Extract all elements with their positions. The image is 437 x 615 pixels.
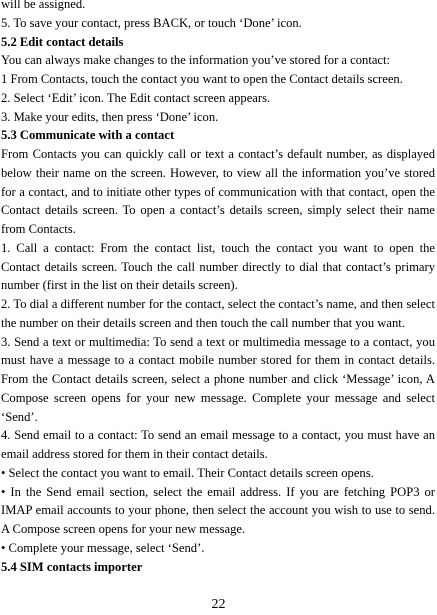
paragraph: 4. Send email to a contact: To send an email message to a contact, you must have an email address stored for them in their contact details. bbox=[1, 428, 435, 461]
paragraph: 1. Call a contact: From the contact list, touch the contact you want to open the Contact details screen. Touch the call number directly to dial that contact’s primary number (first in the list on their details screen). bbox=[1, 240, 435, 293]
text-line: 5. To save your contact, press BACK, or touch ‘Done’ icon. bbox=[1, 15, 302, 30]
section-heading-5-2: 5.2 Edit contact details bbox=[1, 34, 124, 49]
document-body bbox=[1, 0, 435, 576]
text-line: 2. Select ‘Edit’ icon. The Edit contact screen appears. bbox=[1, 90, 271, 105]
bullet-item: • Complete your message, select ‘Send’. bbox=[1, 540, 205, 555]
text-line: 1 From Contacts, touch the contact you want to open the Contact details screen. bbox=[1, 72, 403, 86]
paragraph: 2. To dial a different number for the contact, select the contact’s name, and then select the number on their details screen and then touch the call number that you want. bbox=[1, 297, 435, 330]
bullet-item: • In the Send email section, select the email address. If you are fetching POP3 or IMAP email accounts to your phone, then select the account you wish to use to send. A Compose screen opens for your new message. bbox=[1, 484, 435, 536]
page-number: 22 bbox=[211, 597, 226, 612]
section-heading-5-3: 5.3 Communicate with a contact bbox=[1, 128, 175, 143]
section-heading-5-4: 5.4 SIM contacts importer bbox=[1, 559, 143, 574]
text-line: You can always make changes to the information you’ve stored for a contact: bbox=[1, 53, 391, 68]
text-line: 3. Make your edits, then press ‘Done’ icon. bbox=[1, 109, 219, 124]
text-line: will be assigned. bbox=[1, 0, 86, 11]
bullet-item: • Select the contact you want to email. Their Contact details screen opens. bbox=[1, 465, 374, 480]
paragraph: 3. Send a text or multimedia: To send a text or multimedia message to a contact, you must have a message to a contact mobile number stored for them in contact details. From the Contact details screen, select a phone number and click ‘Message’ icon, A Compose screen opens for your new message. Complete your message and select ‘Send’. bbox=[1, 334, 435, 424]
paragraph: From Contacts you can quickly call or text a contact’s default number, as displayed below their name on the screen. However, to view all the information you’ve stored for a contact, and to initiate other types of communication with that contact, open the Contact details screen. To open a contact’s details screen, simply select their name from Contacts. bbox=[1, 147, 435, 236]
